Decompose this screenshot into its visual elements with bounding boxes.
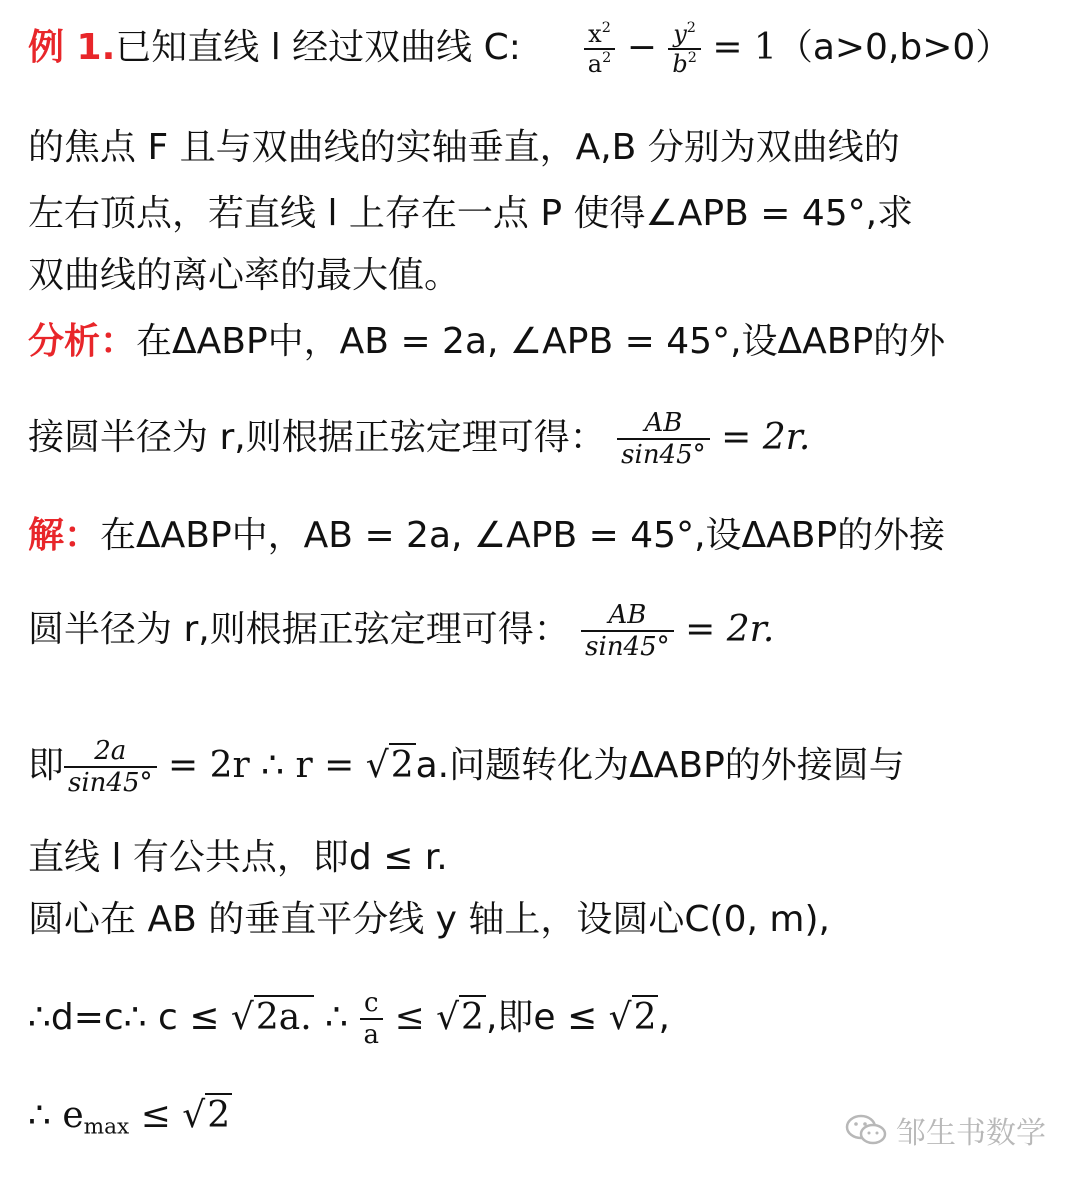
equals-one: = 1 [712, 27, 777, 68]
c-inequality: ∴d=c∴ c ≤ [28, 997, 220, 1038]
analysis-sine-fraction: $\frac{AB}{\sin 45^\circ}$ [617, 408, 710, 470]
example-intro: 已知直线 l 经过双曲线 C: [115, 27, 521, 68]
solution-line-5: 圆心在 AB 的垂直平分线 y 轴上，设圆心C(0, m), [28, 899, 830, 940]
analysis-label: 分析： [28, 321, 137, 362]
parameter-condition: （a>0,b>0） [776, 27, 1012, 68]
watermark-text: 邹生书数学 [896, 1116, 1046, 1151]
solution-ji: 即 [28, 745, 65, 786]
analysis-line-2 [28, 408, 1050, 470]
solution-rhs: = 2r. [685, 609, 775, 650]
wechat-icon [844, 1112, 888, 1148]
watermark [844, 1108, 1046, 1152]
sqrt-two-b: √2 [436, 997, 484, 1038]
hyperbola-y-fraction: $\frac{y^2}{b^2}$ [668, 20, 701, 78]
e-max-symbol: ∴ $e_{max}$ [28, 1095, 130, 1140]
solution-text-2: 圆半径为 r,则根据正弦定理可得： [28, 609, 570, 650]
example-line-3: 左右顶点，若直线 l 上存在一点 P 使得∠APB = 45°,求 [28, 193, 914, 234]
radius-fraction: $\frac{2a}{\sin 45^\circ}$ [64, 736, 157, 798]
le-sign: ≤ [394, 997, 425, 1038]
solution-label: 解： [28, 515, 101, 556]
hyperbola-x-fraction: $\frac{x^2}{a^2}$ [584, 20, 615, 78]
eccentricity-fraction: $\frac{c}{a}$ [360, 988, 384, 1050]
analysis-line-1 [28, 320, 1050, 364]
e-inequality: ,即e ≤ [485, 997, 598, 1038]
example-label: 例 1. [28, 27, 116, 68]
example-line-1 [28, 20, 1050, 78]
analysis-rhs: = 2r. [721, 417, 811, 458]
solution-line-4: 直线 l 有公共点，即d ≤ r. [28, 837, 448, 878]
sqrt-two-radius: √2 [365, 745, 414, 786]
example-line-4: 双曲线的离心率的最大值。 [28, 255, 461, 296]
solution-line-3 [28, 736, 1050, 798]
sqrt-two-final: √2 [182, 1095, 231, 1136]
example-line-2: 的焦点 F 且与双曲线的实轴垂直，A,B 分别为双曲线的 [28, 127, 900, 168]
solution-text-3: a.问题转化为ΔABP的外接圆与 [415, 745, 905, 786]
solution-sine-fraction: $\frac{AB}{\sin 45^\circ}$ [581, 600, 674, 662]
solution-text-1: 在ΔABP中，AB = 2a, ∠APB = 45°,设ΔABP的外接 [100, 515, 946, 556]
minus-sign: − [626, 27, 657, 68]
analysis-text-1: 在ΔABP中，AB = 2a, ∠APB = 45°,设ΔABP的外 [136, 321, 946, 362]
solution-line-6 [28, 988, 1050, 1050]
sqrt-two-a: √2a. [230, 997, 312, 1038]
therefore-sign: ∴ [325, 997, 349, 1038]
sqrt-two-c: √2 [608, 997, 657, 1038]
radius-equation: = 2r ∴ r = [167, 745, 355, 786]
trailing-comma: , [658, 997, 670, 1038]
le-sign-final: ≤ [140, 1095, 171, 1136]
solution-line-2 [28, 600, 1050, 662]
analysis-text-2: 接圆半径为 r,则根据正弦定理可得： [28, 417, 606, 458]
solution-line-1 [28, 514, 1050, 558]
